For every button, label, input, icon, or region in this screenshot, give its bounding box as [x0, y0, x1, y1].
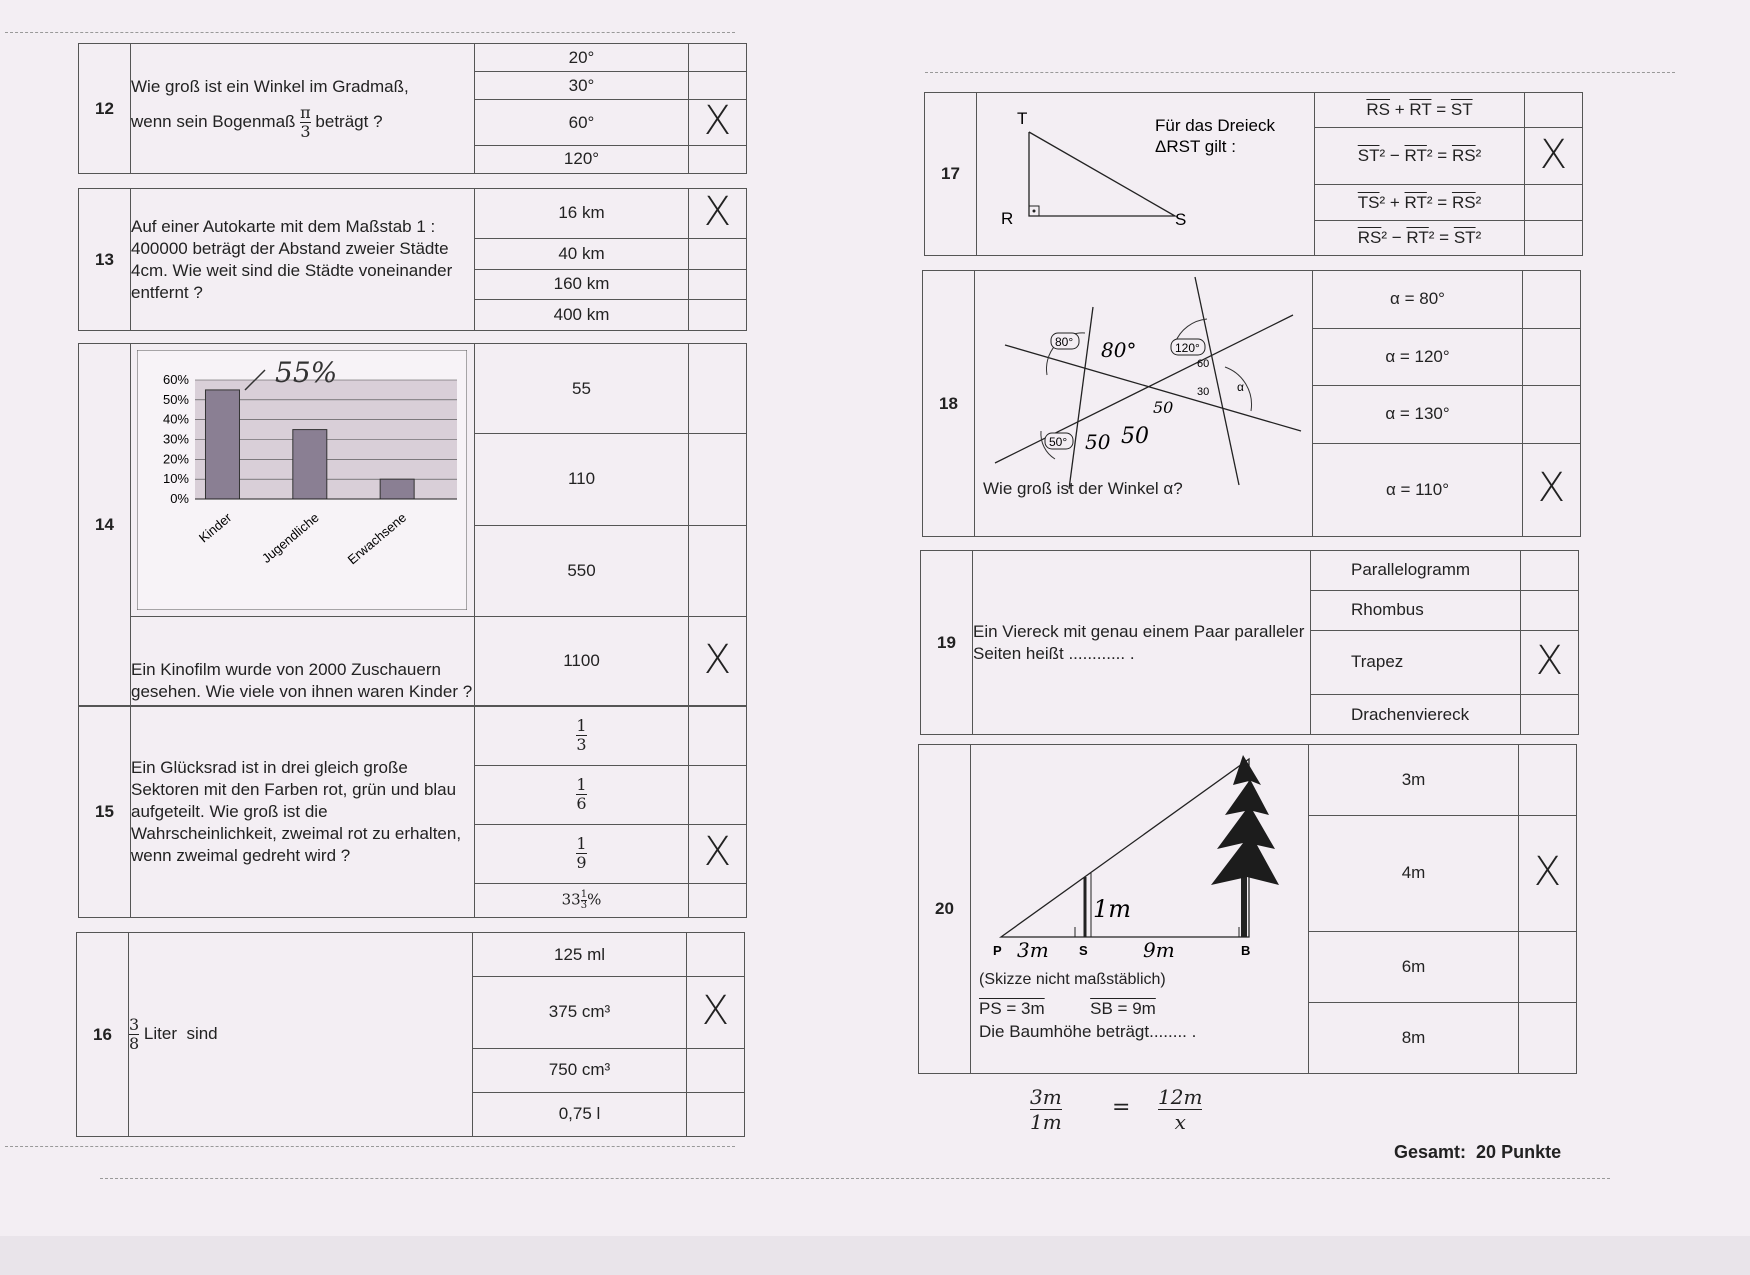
question-text: $\frac{3}{8}$ Liter sind: [129, 933, 473, 1137]
cross-mark-icon: X: [1539, 131, 1568, 178]
answer-checkbox[interactable]: [689, 617, 747, 706]
answer-checkbox[interactable]: [1521, 695, 1579, 735]
bar-jugendliche: [293, 430, 327, 499]
cross-mark-icon: X: [703, 188, 732, 235]
answer-option[interactable]: Trapez: [1311, 630, 1521, 694]
angle-figure: [975, 271, 1311, 507]
question-text-line: ΔRST gilt :: [1155, 137, 1236, 156]
answer-option[interactable]: 110: [475, 434, 689, 525]
question-number: 15: [79, 707, 131, 918]
question-15: [78, 706, 747, 918]
angle-label: 60: [1197, 358, 1210, 370]
angle-label: 50°: [1049, 435, 1068, 449]
question-16: [76, 932, 745, 1137]
answer-option[interactable]: α = 120°: [1313, 328, 1523, 386]
question-12: [78, 43, 747, 174]
answer-checkbox[interactable]: [689, 765, 747, 824]
answer-option[interactable]: α = 130°: [1313, 386, 1523, 444]
tree-figure: [971, 745, 1307, 967]
angle-figure-cell: [975, 271, 1313, 537]
answer-option[interactable]: 8m: [1309, 1002, 1519, 1073]
fraction: $\frac{3}{8}$: [129, 1015, 140, 1053]
answer-option[interactable]: [475, 707, 689, 766]
y-tick-label: 0%: [170, 491, 189, 506]
question-number: 16: [77, 933, 129, 1137]
answer-option[interactable]: Rhombus: [1311, 590, 1521, 630]
point-label: S: [1079, 943, 1088, 958]
y-tick-label: 30%: [162, 431, 189, 447]
question-20: [918, 744, 1577, 1074]
answer-checkbox[interactable]: [689, 269, 747, 300]
cross-mark-icon: X: [1533, 848, 1562, 895]
cross-mark-icon: X: [1535, 637, 1564, 684]
answer-option[interactable]: 160 km: [475, 269, 689, 300]
answer-option[interactable]: α = 80°: [1313, 271, 1523, 329]
answer-checkbox[interactable]: [1525, 93, 1583, 128]
answer-checkbox[interactable]: [1519, 745, 1577, 816]
fraction: $\frac{1}{9}$: [576, 834, 587, 873]
answer-option[interactable]: 6m: [1309, 931, 1519, 1002]
angle-label: 30: [1197, 386, 1210, 398]
answer-checkbox[interactable]: [689, 707, 747, 766]
handwritten-note: 9m: [1143, 938, 1175, 962]
cross-mark-icon: X: [701, 987, 730, 1034]
answer-checkbox[interactable]: [1521, 630, 1579, 694]
cross-mark-icon: X: [703, 98, 732, 145]
question-number: 14: [79, 344, 131, 706]
x-tick-label: Erwachsene: [344, 509, 410, 568]
answer-checkbox[interactable]: [689, 300, 747, 331]
answer-option[interactable]: 750 cm³: [473, 1048, 687, 1092]
answer-option[interactable]: 0,75 l: [473, 1092, 687, 1136]
question-number: 17: [925, 93, 977, 256]
question-number: 19: [921, 551, 973, 735]
question-text: Ein Glücksrad ist in drei gleich große Sektoren mit den Farben rot, grün und blau aufgeteilt. Wie groß ist die Wahrscheinlichkeit, zweimal rot zu erhalten, wenn zweimal gedreht wird ?: [131, 707, 475, 918]
question-13: [78, 188, 747, 331]
answer-option[interactable]: α = 110°: [1313, 443, 1523, 536]
cross-mark-icon: X: [1537, 465, 1566, 512]
line-1: [1005, 345, 1301, 431]
answer-checkbox[interactable]: [1525, 128, 1583, 185]
angle-label: 80°: [1055, 335, 1074, 349]
handwritten-note: 3m: [1017, 938, 1049, 962]
handwritten-note: 80°: [1101, 338, 1137, 362]
total-points: Gesamt: 20 Punkte: [1394, 1142, 1562, 1162]
answer-checkbox[interactable]: [1519, 931, 1577, 1002]
point-label: B: [1241, 943, 1251, 958]
scan-border: [0, 1236, 1750, 1275]
question-14: [78, 343, 747, 706]
answer-checkbox[interactable]: [687, 1048, 745, 1092]
answer-option[interactable]: 60°: [475, 100, 689, 146]
question-number: 13: [79, 189, 131, 331]
tree-figure-cell: [971, 745, 1309, 1074]
question-text-line: Für das Dreieck: [1155, 116, 1275, 135]
fraction: $\frac{1}{6}$: [576, 775, 587, 814]
answer-checkbox[interactable]: [1523, 328, 1581, 386]
triangle-figure-cell: [977, 93, 1315, 256]
cut-line: [5, 1146, 735, 1147]
y-tick-label: 60%: [162, 372, 189, 387]
cross-mark-icon: X: [703, 636, 732, 683]
answer-option[interactable]: 120°: [475, 145, 689, 173]
handwritten-note: 50: [1121, 424, 1149, 449]
answer-option[interactable]: [475, 824, 689, 883]
answer-checkbox[interactable]: [1523, 443, 1581, 536]
cut-line: [5, 32, 735, 33]
answer-option[interactable]: 375 cm³: [473, 977, 687, 1049]
handwritten-note: 50: [1085, 430, 1111, 454]
fraction: $\frac{1}{3}$: [576, 716, 587, 755]
question-17: [924, 92, 1583, 256]
answer-checkbox[interactable]: [1521, 590, 1579, 630]
fraction: $\frac{3m}{1m}$: [1030, 1085, 1062, 1134]
answer-checkbox[interactable]: [687, 933, 745, 977]
answer-checkbox[interactable]: [1519, 1002, 1577, 1073]
line-4: [1195, 277, 1239, 485]
angle-label: 120°: [1175, 341, 1200, 355]
answer-option[interactable]: 16 km: [475, 189, 689, 239]
cut-line: [100, 1178, 1610, 1179]
question-18: [922, 270, 1581, 537]
handwritten-calculation: $\frac{3m}{1m}$ = $\frac{12m}{x}$: [1030, 1085, 1203, 1134]
fraction: $\frac{1}{3}$: [580, 888, 588, 911]
bar-kinder: [205, 390, 239, 499]
y-tick-label: 40%: [162, 411, 189, 427]
answer-option[interactable]: 55: [475, 344, 689, 434]
answer-option[interactable]: 125 ml: [473, 933, 687, 977]
question-text: Wie groß ist der Winkel α?: [983, 479, 1183, 498]
question-text: Auf einer Autokarte mit dem Maßstab 1 : 400000 beträgt der Abstand zweier Städte 4cm. Wie weit sind die Städte voneinander entfernt ?: [131, 189, 475, 331]
question-number: 12: [79, 44, 131, 174]
fraction: $\frac{\pi}{3}$: [300, 103, 311, 141]
answer-option[interactable]: $\overline{RS} + \overline{RT} = \overline{ST}$: [1315, 93, 1525, 128]
bar-chart: [137, 350, 467, 610]
answer-option[interactable]: Parallelogramm: [1311, 551, 1521, 591]
answer-option[interactable]: 1100: [475, 617, 689, 706]
handwritten-note: 50: [1153, 398, 1174, 417]
triangle-figure: [977, 94, 1313, 254]
answer-checkbox[interactable]: [689, 434, 747, 525]
answer-option[interactable]: 33 $\frac{1}{3}$ %: [475, 883, 689, 917]
answer-checkbox[interactable]: [1525, 185, 1583, 220]
answer-option[interactable]: 4m: [1309, 816, 1519, 931]
cut-line: [925, 72, 1675, 73]
cross-mark-icon: X: [703, 829, 732, 876]
question-text: Die Baumhöhe beträgt........ .: [979, 1022, 1197, 1041]
chart-cell: [131, 344, 475, 617]
question-number: 20: [919, 745, 971, 1074]
answer-checkbox[interactable]: [689, 100, 747, 146]
answer-checkbox[interactable]: [689, 238, 747, 269]
answer-checkbox[interactable]: [1525, 220, 1583, 255]
answer-checkbox[interactable]: [1519, 816, 1577, 931]
answer-option[interactable]: $\overline{TS}^2 + \overline{RT}^2 = \overline{RS}^2$: [1315, 185, 1525, 220]
bar-erwachsene: [380, 479, 414, 499]
handwritten-note: 1m: [1093, 895, 1132, 923]
triangle-rst: [1029, 132, 1175, 216]
answer-checkbox[interactable]: [689, 883, 747, 917]
vertex-label-r: R: [1001, 209, 1014, 228]
answer-option[interactable]: 20°: [475, 44, 689, 72]
answer-checkbox[interactable]: [687, 977, 745, 1049]
answer-checkbox[interactable]: [1523, 386, 1581, 444]
question-number: 18: [923, 271, 975, 537]
x-tick-label: Kinder: [195, 509, 235, 546]
answer-checkbox[interactable]: [689, 72, 747, 100]
question-text: Wie groß ist ein Winkel im Gradmaß, wenn sein Bogenmaß $\frac{\pi}{3}$ beträgt ?: [131, 44, 475, 174]
answer-option[interactable]: [475, 765, 689, 824]
answer-option[interactable]: $\overline{ST}^2 - \overline{RT}^2 = \overline{RS}^2$: [1315, 128, 1525, 185]
answer-option[interactable]: 400 km: [475, 300, 689, 331]
answer-option[interactable]: 550: [475, 525, 689, 616]
answer-checkbox[interactable]: [689, 44, 747, 72]
answer-option[interactable]: 30°: [475, 72, 689, 100]
answer-checkbox[interactable]: [1521, 551, 1579, 591]
angle-label: α: [1237, 380, 1244, 394]
vertex-label-s: S: [1175, 210, 1187, 229]
y-tick-label: 10%: [162, 471, 189, 487]
question-text: Ein Kinofilm wurde von 2000 Zuschauern gesehen. Wie viele von ihnen waren Kinder ?: [131, 617, 475, 706]
answer-option[interactable]: 3m: [1309, 745, 1519, 816]
answer-checkbox[interactable]: [687, 1092, 745, 1136]
answer-checkbox[interactable]: [689, 824, 747, 883]
answer-checkbox[interactable]: [689, 344, 747, 434]
y-tick-label: 50%: [162, 391, 189, 407]
given-values: PS = 3m SB = 9m: [979, 999, 1156, 1018]
answer-option[interactable]: 40 km: [475, 238, 689, 269]
point-label: P: [993, 943, 1002, 958]
answer-option[interactable]: $\overline{RS}^2 - \overline{RT}^2 = \overline{ST}^2$: [1315, 220, 1525, 255]
answer-checkbox[interactable]: [689, 525, 747, 616]
answer-checkbox[interactable]: [689, 145, 747, 173]
vertex-label-t: T: [1017, 109, 1028, 128]
y-tick-label: 20%: [162, 451, 189, 467]
x-tick-label: Jugendliche: [258, 509, 322, 566]
question-19: [920, 550, 1579, 735]
question-text: Ein Viereck mit genau einem Paar paralleler Seiten heißt ............ .: [973, 551, 1311, 735]
answer-checkbox[interactable]: [689, 189, 747, 239]
tree-icon: [1211, 755, 1279, 937]
sketch-note: (Skizze nicht maßstäblich): [979, 971, 1166, 988]
answer-option[interactable]: Drachenviereck: [1311, 695, 1521, 735]
answer-checkbox[interactable]: [1523, 271, 1581, 329]
handwritten-note: 55%: [275, 356, 338, 389]
fraction: $\frac{12m}{x}$: [1158, 1085, 1203, 1134]
